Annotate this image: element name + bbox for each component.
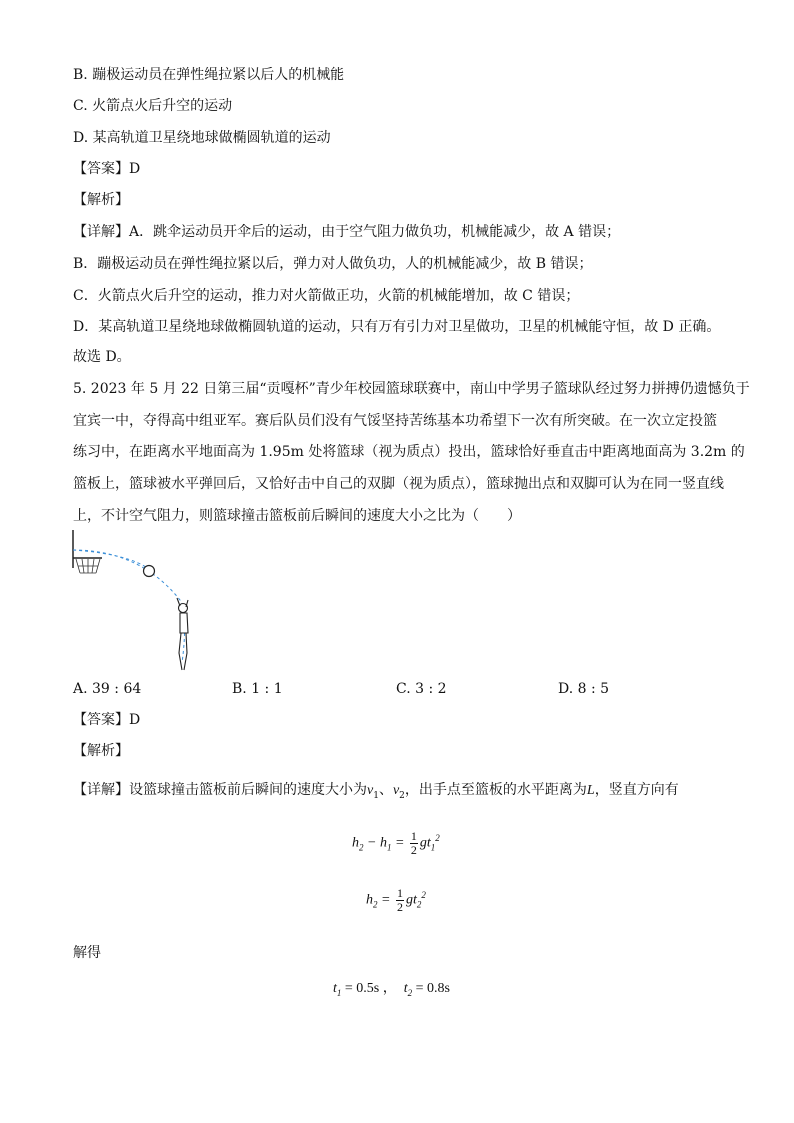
choice-a: A. 39 : 64 — [73, 681, 142, 697]
equation-2: $h_2$ = $\frac{1}{2}$ $gt_2^2$ — [366, 886, 426, 914]
choice-c: C. 3 : 2 — [396, 681, 447, 697]
question-5-line-1: 5. 2023 年 5 月 22 日第三届“贡嘎杯”青少年校园篮球联赛中，南山中学男子篮球队经过努力拼搏仍遗憾负于 — [73, 381, 750, 397]
choice-d: D. 8 : 5 — [558, 681, 610, 697]
result-equation: $t_1 = 0.5s$ ， $t_2 = 0.8s$ — [333, 981, 450, 998]
detail-prefix: 【详解】设篮球撞击篮板前后瞬间的速度大小为 — [73, 782, 367, 798]
equation-1: $h_2 - h_1$ = $\frac{1}{2}$ $gt_1^2$ — [352, 829, 440, 857]
result-t1: = 0.5s ， — [344, 981, 397, 996]
choice-b: B. 1 : 1 — [232, 681, 283, 697]
answer-line-2: 【答案】D — [73, 712, 141, 728]
solve-label: 解得 — [73, 945, 101, 961]
result-t2: = 0.8s — [415, 981, 450, 996]
question-5-line-4: 篮板上，篮球被水平弹回后，又恰好击中自己的双脚（视为质点），篮球抛出点和双脚可认为在同一竖直线 — [73, 476, 724, 492]
option-b-line: B. 蹦极运动员在弹性绳拉紧以后人的机械能 — [73, 67, 345, 83]
option-d-line: D. 某高轨道卫星绕地球做椭圆轨道的运动 — [73, 130, 331, 146]
trajectory-shot — [73, 550, 150, 570]
basketball-diagram — [70, 528, 210, 674]
question-5-line-3: 练习中，在距离水平地面高为 1.95m 处将篮球（视为质点）投出，篮球恰好垂直击中距离地面高为 3.2m 的 — [73, 444, 745, 460]
detail-c: C．火箭点火后升空的运动，推力对火箭做正功，火箭的机械能增加，故 C 错误； — [73, 288, 580, 304]
analysis-label: 【解析】 — [73, 192, 129, 208]
detail-suffix: ，竖直方向有 — [594, 782, 679, 798]
hoop-net — [76, 559, 100, 573]
detail-a: 【详解】A．跳伞运动员开伞后的运动，由于空气阻力做负功，机械能减少，故 A 错误； — [73, 224, 621, 240]
basketball-figure — [70, 528, 210, 678]
answer-line: 【答案】D — [73, 161, 141, 177]
detail-mid: ，出手点至篮板的水平距离为 — [404, 782, 587, 798]
basketball-ball — [144, 566, 155, 577]
question-5-line-2: 宜宾一中，夺得高中组亚军。赛后队员们没有气馁坚持苦练基本功希望下一次有所突破。在一次立定投篮 — [73, 413, 717, 429]
conclusion: 故选 D。 — [73, 349, 131, 365]
trajectory-return — [73, 550, 185, 663]
detail-d: D．某高轨道卫星绕地球做椭圆轨道的运动，只有万有引力对卫星做功，卫星的机械能守恒，故 D 正确。 — [73, 319, 721, 335]
detail-b: B．蹦极运动员在弹性绳拉紧以后，弹力对人做负功，人的机械能减少，故 B 错误； — [73, 256, 593, 272]
option-c-line: C. 火箭点火后升空的运动 — [73, 98, 233, 114]
question-5-line-5: 上，不计空气阻力，则篮球撞击篮板前后瞬间的速度大小之比为（ ） — [73, 508, 521, 524]
detail-setup-line: 【详解】设篮球撞击篮板前后瞬间的速度大小为$v_1$、$v_2$，出手点至篮板的水平距离为L，竖直方向有 — [73, 782, 679, 801]
analysis-label-2: 【解析】 — [73, 743, 129, 759]
